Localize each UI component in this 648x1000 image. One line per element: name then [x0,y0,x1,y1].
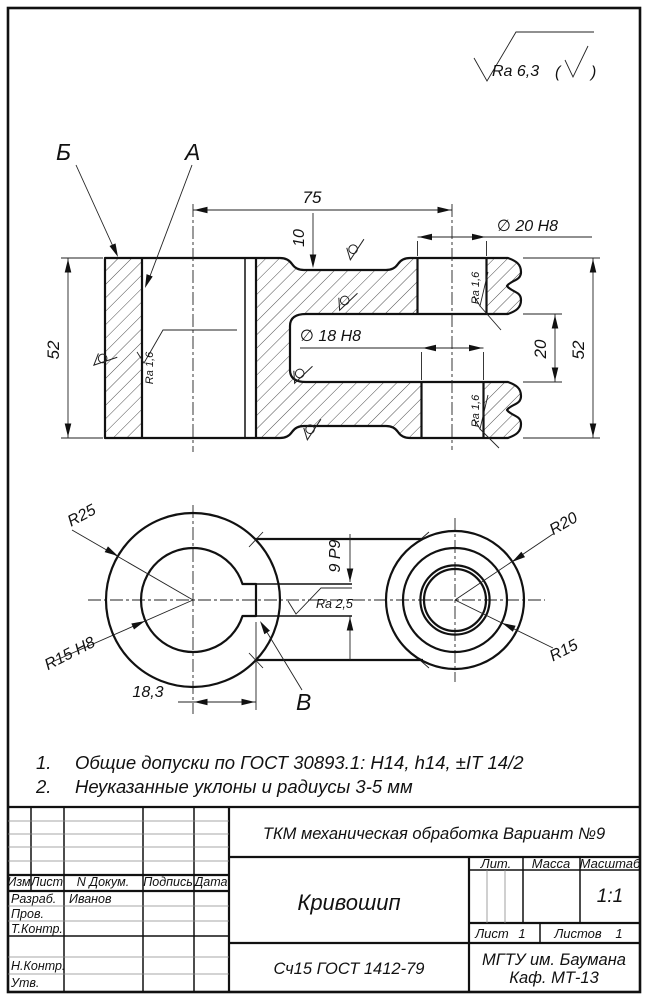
material: Сч15 ГОСТ 1412-79 [273,960,425,978]
dim-10-text: 10 [291,229,308,247]
dim-75 [193,188,452,213]
dim-52-left-text: 52 [44,340,63,360]
general-roughness-value: Ra 6,3 [492,63,540,80]
project-title: ТКМ механическая обработка Вариант №9 [262,825,606,843]
note-1-number: 1. [36,752,52,773]
dim-hole-20 [418,218,593,256]
roughness-check-small-icon [565,46,588,77]
label-a-leader [142,139,200,289]
dim-slot-20 [523,314,562,382]
ra-upper-arm-text: Ra 1,6 [470,271,482,305]
col-date: Дата [194,875,228,889]
row-approved: Утв. [11,976,40,990]
col-list: Лист [30,875,64,889]
paren-open: ( [555,64,561,81]
sheet-label: Лист [475,926,509,941]
sheets-num: 1 [615,926,623,941]
row-developed: Разраб. [11,892,57,906]
label-v: В [296,689,312,715]
paren-close: ) [591,64,597,81]
department: Каф. МТ-13 [509,969,599,987]
dim-r20 [455,509,581,600]
surface-check-icon [344,236,363,262]
sheet-num: 1 [518,926,526,941]
part-name: Кривошип [297,890,401,915]
ra-keyway-mark [288,588,353,614]
dim-52-right-text: 52 [569,340,588,360]
dim-slot-20-text: 20 [531,339,550,359]
dim-hole-18-text: ∅ 18 H8 [300,328,362,345]
dim-52-left [44,258,103,438]
label-b-leader [56,139,121,258]
notes [35,752,524,797]
lit-label: Лит. [480,856,512,871]
row-tcontrol: Т.Контр. [11,922,63,936]
plan-view [42,502,581,715]
title-block [7,807,641,992]
dim-r25-text: R25 [64,501,99,531]
dim-75-text: 75 [302,188,322,207]
organization: МГТУ им. Баумана [482,951,626,969]
hatch-left-wall [105,258,142,438]
col-sign: Подпись [143,875,193,889]
label-v-leader [257,619,311,715]
dim-r15-text: R15 [547,636,581,666]
dim-10 [291,213,316,268]
dim-r15 [455,600,581,665]
drawing-frame [8,8,640,992]
col-izm: Изм [7,875,31,889]
label-b: Б [56,139,71,165]
row-ncontrol: Н.Контр. [11,959,66,973]
ra-bore-mark [137,330,237,384]
dim-18-3 [132,622,256,710]
col-doc: N Докум. [76,875,130,889]
label-a: А [185,139,201,165]
ra-keyway-text: Ra 2,5 [316,597,353,611]
note-2-number: 2. [36,776,52,797]
scale-value: 1:1 [596,886,624,907]
dim-18-3-text: 18,3 [132,684,164,701]
dim-r15h8-text: R15 H8 [41,634,98,674]
note-2-text: Неуказанные уклоны и радиусы 3-5 мм [75,776,413,797]
hatch-upper-arm-end [487,258,522,314]
scale-label: Масштаб [579,856,641,871]
dim-9p9-text: 9 P9 [327,539,344,573]
note-1-text: Общие допуски по ГОСТ 30893.1: H14, h14, ±IT 14/2 [75,752,524,773]
dim-r20-text: R20 [546,509,581,539]
developer-name: Иванов [69,892,112,906]
mass-label: Масса [531,856,571,871]
dim-r15h8 [42,600,193,674]
ra-bore-text: Ra 1,6 [144,351,156,385]
general-roughness-note [474,32,596,81]
row-checked: Пров. [11,907,44,921]
dim-hole-20-text: ∅ 20 H8 [497,218,559,235]
dim-hole-18 [300,328,484,380]
ra-lower-arm-text: Ra 1,6 [470,394,482,428]
hatch-lower-arm-end [484,382,522,438]
sheets-label: Листов [554,926,602,941]
section-view [44,139,600,452]
